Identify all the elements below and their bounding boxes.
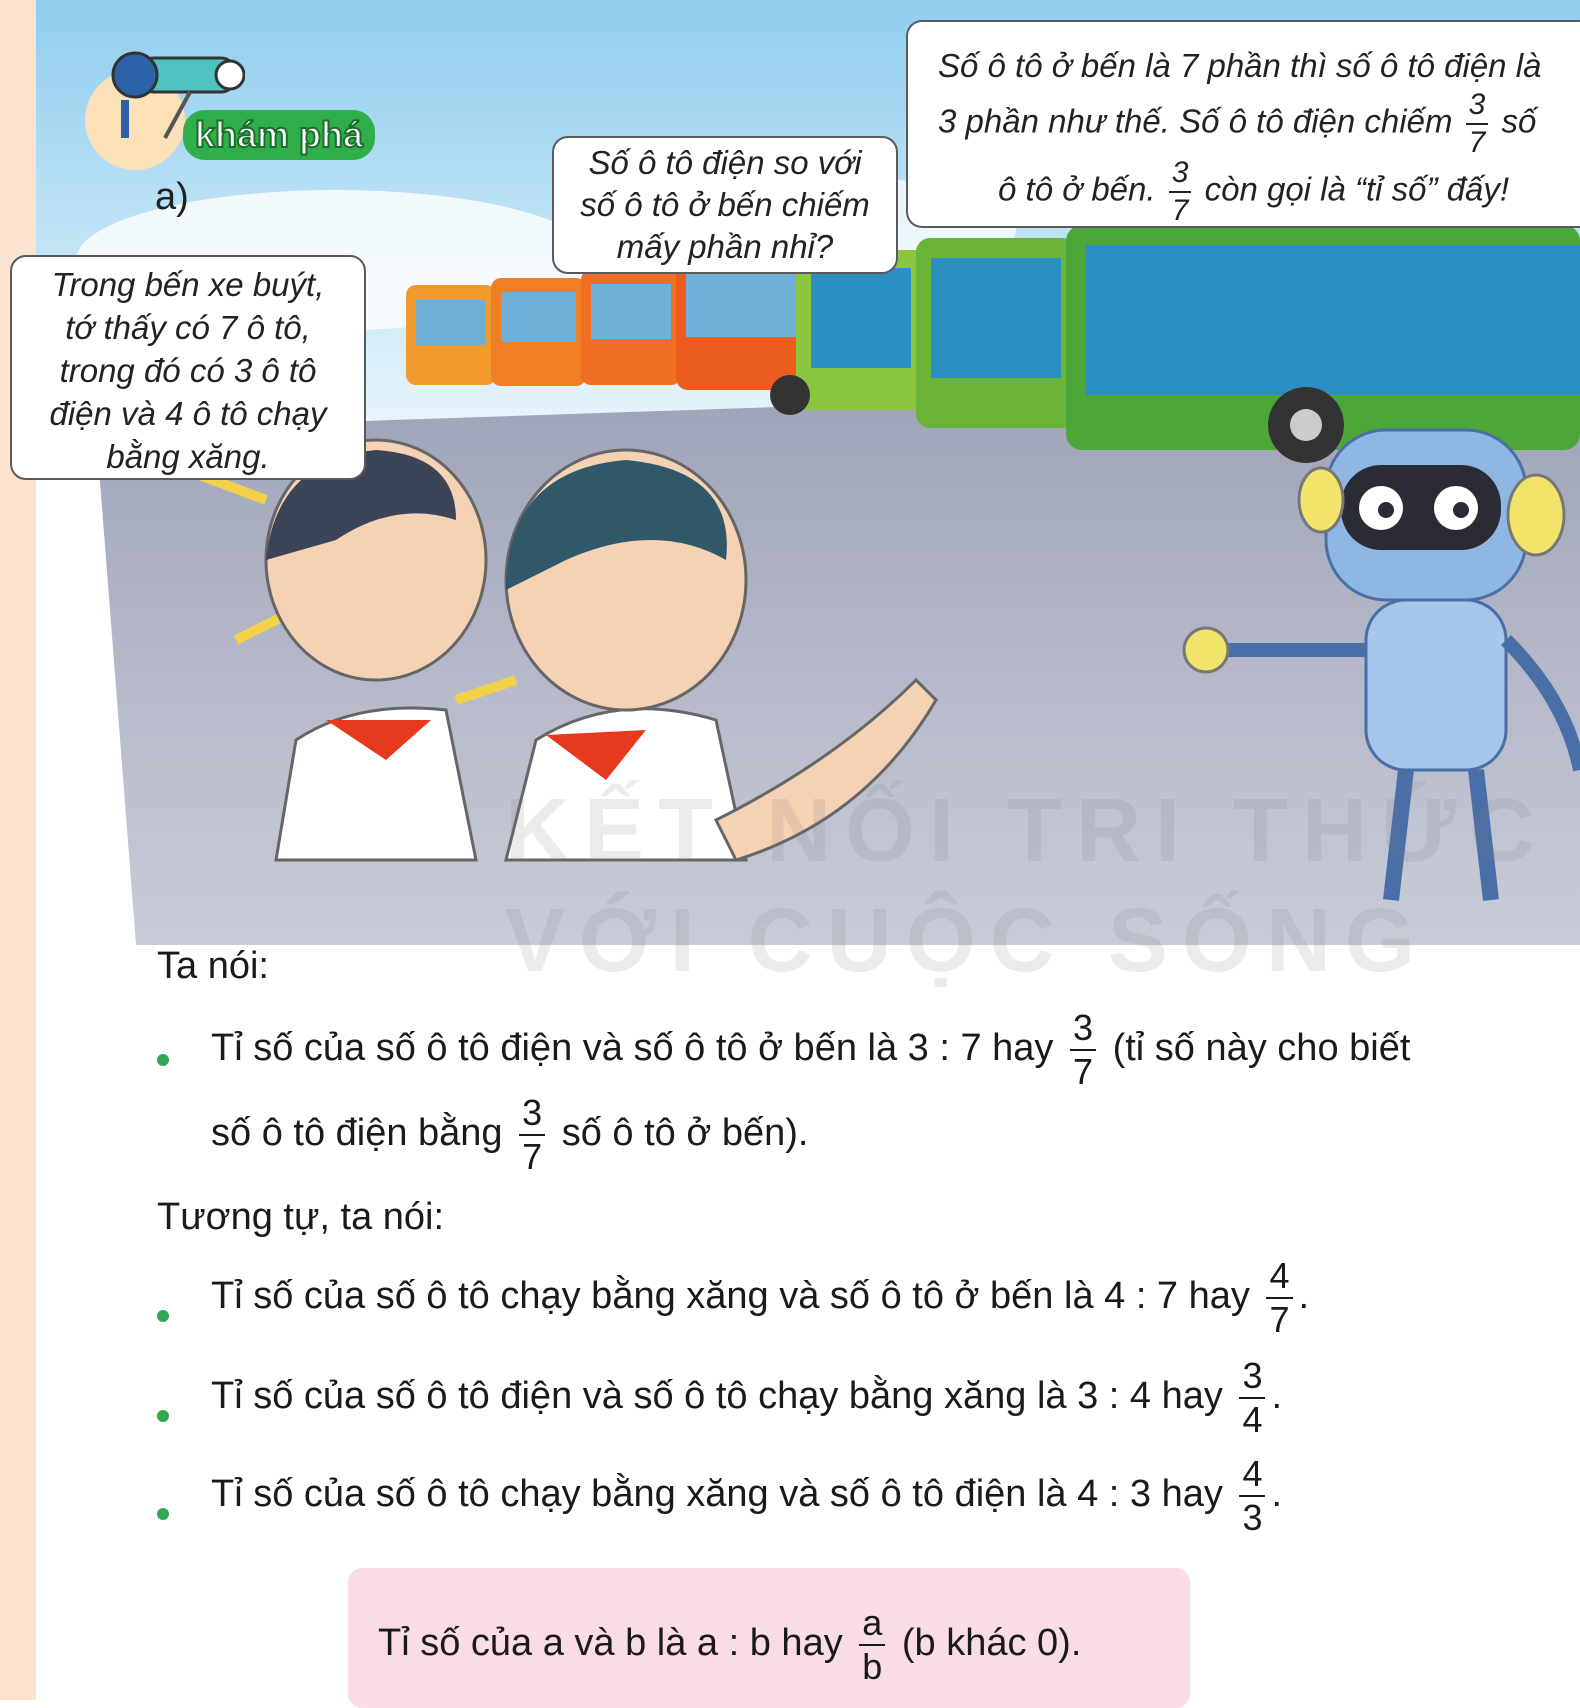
- bubble-text: ô tô ở bến.: [998, 170, 1156, 208]
- fraction-numerator: 3: [1239, 1358, 1265, 1399]
- bullet-text-part: Tỉ số của số ô tô chạy bằng xăng và số ô tô điện là 4 : 3 hay: [211, 1473, 1223, 1516]
- bullet-line: [211, 1007, 1411, 1092]
- bullet-line: [211, 1355, 1283, 1440]
- fraction-numerator: 4: [1239, 1456, 1265, 1497]
- bullet-item-3: [157, 1355, 1537, 1448]
- section-badge: [85, 30, 425, 170]
- definition-text-part: (b khác 0).: [901, 1622, 1082, 1665]
- bubble-text: 3 phần như thế. Số ô tô điện chiếm: [938, 102, 1453, 140]
- bubble-text: còn gọi là “tỉ số” đấy!: [1204, 170, 1510, 208]
- fraction-denominator: 7: [1171, 194, 1189, 227]
- bubble-line: [938, 90, 1580, 158]
- bullet-text-part: .: [1298, 1275, 1310, 1318]
- bullet-line: [211, 1092, 809, 1177]
- bubble-line: Số ô tô ở bến là 7 phần thì số ô tô điện là: [938, 47, 1542, 84]
- fraction-denominator: 7: [522, 1136, 543, 1177]
- similar-text: Tương tự, ta nói:: [157, 1196, 445, 1238]
- bullet-text-part: số ô tô ở bến).: [561, 1112, 809, 1155]
- bullet-dot: [157, 1508, 169, 1520]
- fraction-denominator: b: [862, 1646, 883, 1687]
- fraction-numerator: 3: [1466, 90, 1489, 125]
- bullet-dot: [157, 1410, 169, 1422]
- fraction-numerator: 3: [1169, 158, 1192, 193]
- bubble-line: bằng xăng.: [106, 438, 270, 475]
- bullet-dot: [157, 1054, 169, 1066]
- watermark-line-2: VỚI CUỘC SỐNG: [505, 891, 1429, 991]
- definition-text-part: Tỉ số của a và b là a : b hay: [378, 1622, 843, 1665]
- bubble-line: điện và 4 ô tô chạy: [49, 395, 327, 432]
- bullet-text-part: Tỉ số của số ô tô điện và số ô tô ở bến là 3 : 7 hay: [211, 1027, 1054, 1070]
- fraction-4-3: [1239, 1453, 1265, 1538]
- bullet-text-part: Tỉ số của số ô tô chạy bằng xăng và số ô tô ở bến là 4 : 7 hay: [211, 1275, 1250, 1318]
- bullet-text-part: Tỉ số của số ô tô điện và số ô tô chạy bằng xăng là 3 : 4 hay: [211, 1375, 1223, 1418]
- badge-label: khám phá: [183, 110, 375, 160]
- bubble-line: trong đó có 3 ô tô: [59, 352, 317, 389]
- bullet-item-2: [157, 1255, 1537, 1348]
- bullet-text-part: .: [1271, 1375, 1283, 1418]
- speech-bubble-boy-right: [552, 136, 898, 274]
- fraction-3-7: [1169, 158, 1192, 226]
- bullet-text-part: số ô tô điện bằng: [211, 1112, 503, 1155]
- bullet-dot: [157, 1310, 169, 1322]
- fraction-3-7: [1466, 90, 1489, 158]
- bubble-line: Trong bến xe buýt,: [51, 266, 325, 303]
- fraction-denominator: 7: [1072, 1051, 1094, 1092]
- speech-bubble-robot: [906, 20, 1580, 228]
- fraction-3-7: [519, 1092, 545, 1177]
- bubble-line: Số ô tô điện so với: [588, 144, 862, 181]
- fraction-a-b: [859, 1602, 885, 1687]
- bullet-item-1: [157, 1007, 1537, 1180]
- fraction-numerator: 3: [1070, 1010, 1096, 1051]
- fraction-numerator: 4: [1266, 1258, 1292, 1299]
- watermark-line-1: KẾT NỐI TRI THỨC: [505, 781, 1549, 881]
- bullet-text-part: (tỉ số này cho biết: [1112, 1027, 1411, 1070]
- fraction-denominator: 7: [1269, 1299, 1290, 1340]
- fraction-3-7: [1070, 1007, 1096, 1092]
- fraction-denominator: 7: [1468, 126, 1486, 159]
- intro-text: Ta nói:: [157, 945, 269, 987]
- fraction-numerator: 3: [519, 1095, 545, 1136]
- bubble-text: số: [1501, 102, 1537, 140]
- bullet-line: [211, 1453, 1283, 1538]
- bubble-line: [938, 158, 1580, 226]
- bullet-item-4: [157, 1453, 1537, 1546]
- fraction-numerator: a: [859, 1605, 885, 1646]
- fraction-4-7: [1266, 1255, 1292, 1340]
- bubble-line: mấy phần nhỉ?: [616, 228, 834, 265]
- bubble-line: tớ thấy có 7 ô tô,: [65, 309, 311, 346]
- bubble-line: số ô tô ở bến chiếm: [580, 186, 870, 223]
- part-label: a): [155, 176, 189, 218]
- bullet-line: [211, 1255, 1310, 1340]
- fraction-denominator: 3: [1242, 1497, 1263, 1538]
- bullet-text-part: .: [1271, 1473, 1283, 1516]
- fraction-3-4: [1239, 1355, 1265, 1440]
- fraction-denominator: 4: [1242, 1399, 1263, 1440]
- definition-text: [378, 1602, 1082, 1687]
- speech-bubble-boy-left: [10, 255, 366, 480]
